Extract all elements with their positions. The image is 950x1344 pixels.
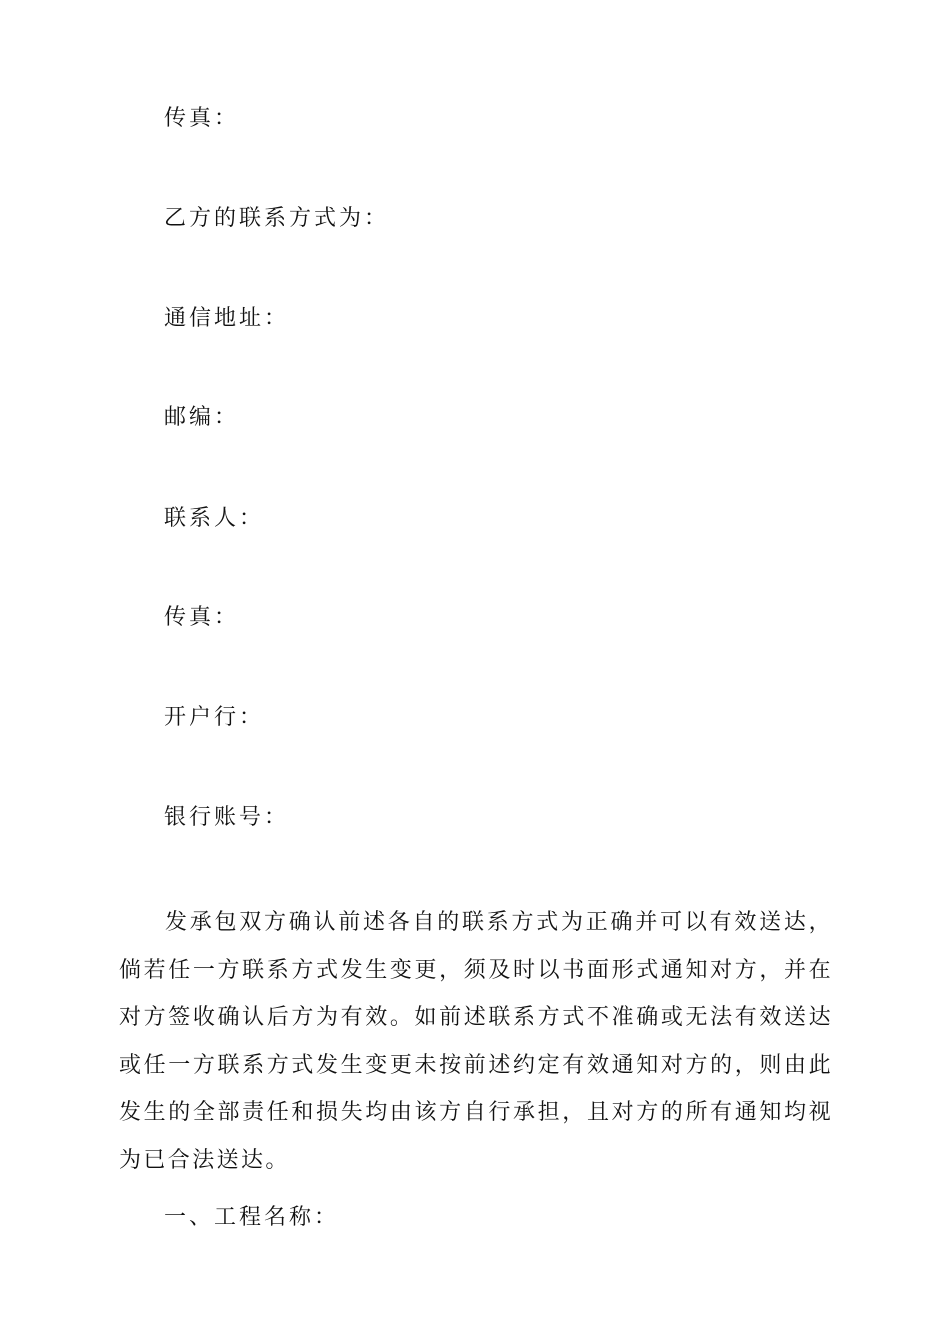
fax-label-party-a: 传真：	[164, 106, 240, 131]
fax-label-party-b: 传真：	[164, 605, 240, 630]
mailing-address-label: 通信地址：	[164, 306, 290, 331]
bank-name-label: 开户行：	[164, 705, 265, 730]
section-heading-project-name: 一、工程名称：	[164, 1205, 340, 1230]
bank-account-label: 银行账号：	[164, 805, 290, 830]
contact-validity-paragraph: 发承包双方确认前述各自的联系方式为正确并可以有效送达，倘若任一方联系方式发生变更，须及时以书面形式通知对方，并在对方签收确认后方为有效。如前述联系方式不准确或无法有效送达或任一方联系方式发生变更未按前述约定有效通知对方的，则由此发生的全部责任和损失均由该方自行承担，且对方的所有通知均视为已合法送达。	[119, 910, 833, 1173]
contact-person-label: 联系人：	[164, 506, 265, 531]
postal-code-label: 邮编：	[164, 405, 240, 430]
party-b-contact-heading: 乙方的联系方式为：	[164, 206, 390, 231]
